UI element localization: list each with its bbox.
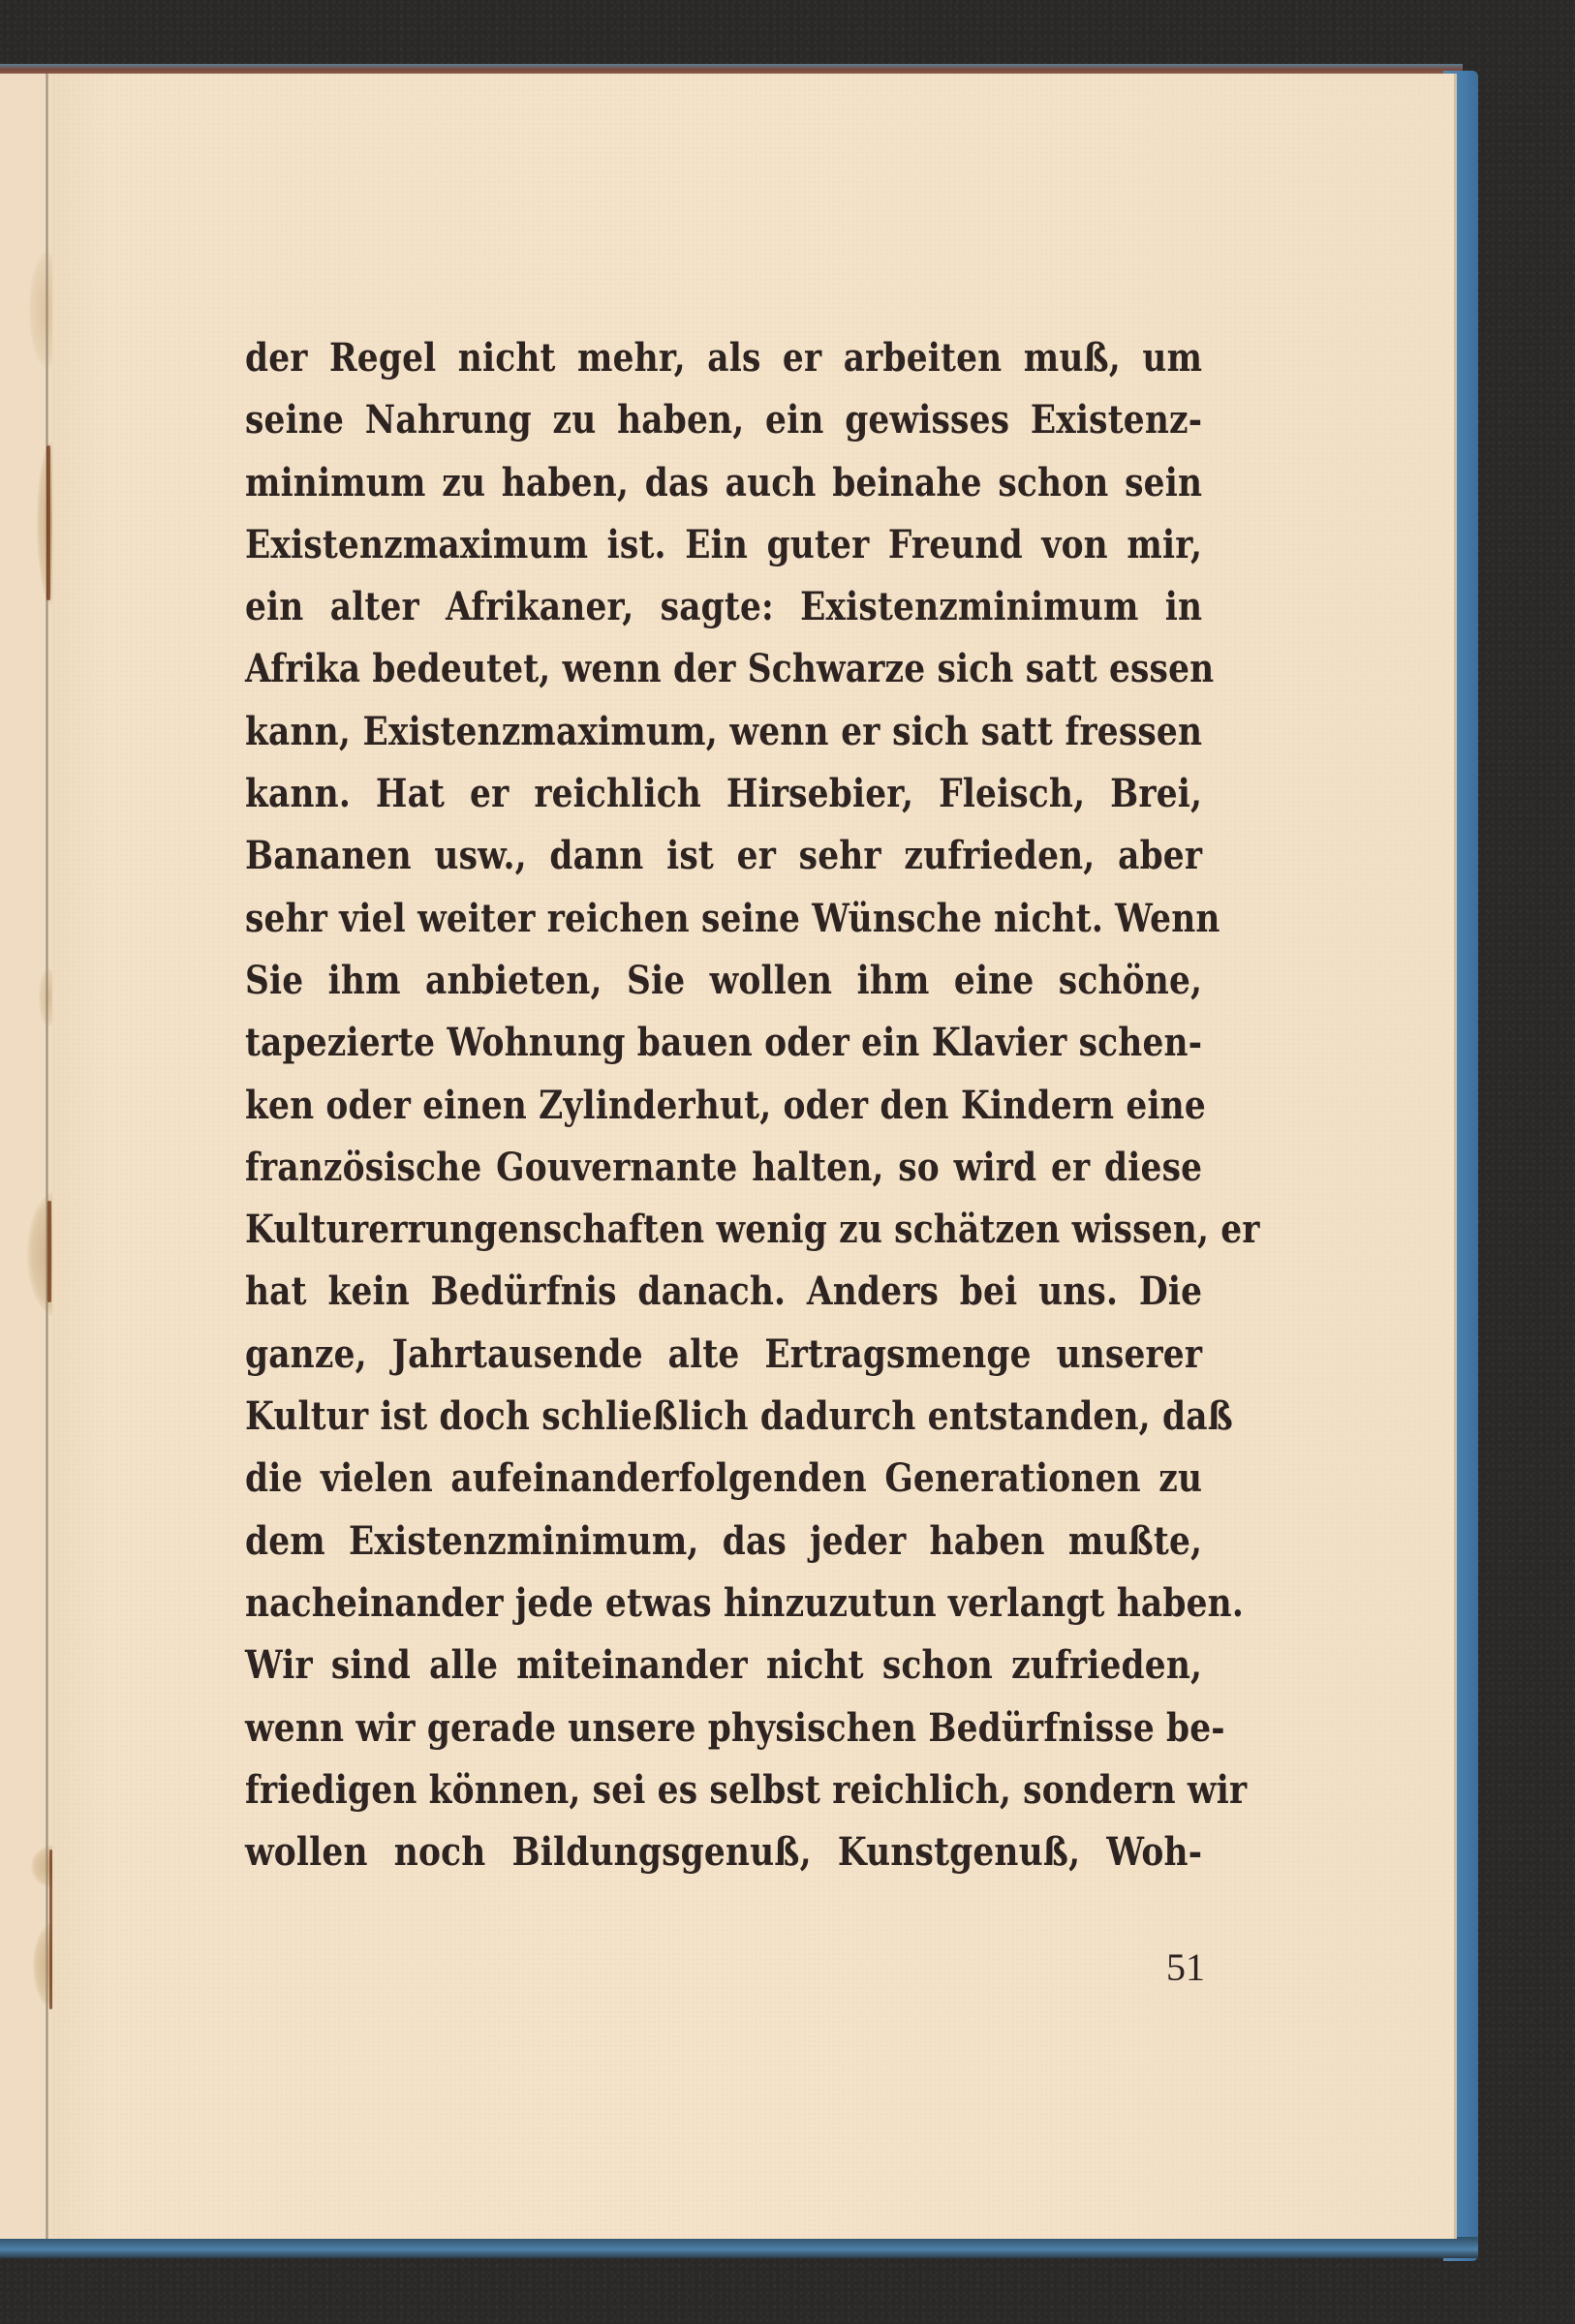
text-line: sehr viel weiter reichen seine Wünsche nicht. Wenn xyxy=(245,895,1220,941)
text-line: kann, Existenzmaximum, wenn er sich satt fressen xyxy=(245,708,1203,754)
text-line: wenn wir gerade unsere physischen Bedürfnisse be- xyxy=(245,1704,1225,1751)
text-line: ken oder einen Zylinderhut, oder den Kindern eine xyxy=(245,1082,1206,1128)
text-line: Sie ihm anbieten, Sie wollen ihm eine schöne, xyxy=(245,957,1203,1003)
book-cover-top-edge xyxy=(0,64,1463,74)
binding-stain xyxy=(47,1201,51,1302)
text-line: Wir sind alle miteinander nicht schon zufrieden, xyxy=(245,1642,1203,1689)
text-line: dem Existenzminimum, das jeder haben mußte, xyxy=(245,1517,1203,1564)
text-line: nacheinander jede etwas hinzuzutun verlangt haben. xyxy=(245,1579,1245,1626)
left-facing-page-edge xyxy=(0,74,52,2239)
text-line: französische Gouvernante halten, so wird er diese xyxy=(245,1144,1203,1190)
text-line: der Regel nicht mehr, als er arbeiten muß, um xyxy=(245,335,1203,381)
body-text xyxy=(245,327,1260,1883)
text-line: ein alter Afrikaner, sagte: Existenzminimum in xyxy=(245,584,1203,630)
text-line: Afrika bedeutet, wenn der Schwarze sich satt essen xyxy=(245,646,1215,692)
text-line: friedigen können, sei es selbst reichlich, sondern wir xyxy=(245,1766,1248,1813)
book-cover-bottom-edge xyxy=(0,2237,1478,2258)
text-line: tapezierte Wohnung bauen oder ein Klavier schen- xyxy=(245,1020,1203,1066)
text-line: wollen noch Bildungsgenuß, Kunstgenuß, Woh- xyxy=(245,1829,1203,1876)
binding-gutter xyxy=(46,74,48,2239)
binding-stain xyxy=(46,445,50,600)
text-line: seine Nahrung zu haben, ein gewisses Existenz- xyxy=(245,397,1203,443)
text-line: Existenzmaximum ist. Ein guter Freund von mir, xyxy=(245,521,1203,567)
page-number: 51 xyxy=(1166,1945,1205,1989)
text-line: hat kein Bedürfnis danach. Anders bei uns. Die xyxy=(245,1269,1203,1315)
text-line: Kultur ist doch schließlich dadurch entstanden, daß xyxy=(245,1393,1233,1440)
text-line: die vielen aufeinanderfolgenden Generationen zu xyxy=(245,1455,1203,1502)
text-line: minimum zu haben, das auch beinahe schon sein xyxy=(245,459,1203,505)
text-line: Bananen usw., dann ist er sehr zufrieden, aber xyxy=(245,833,1203,879)
text-line: kann. Hat er reichlich Hirsebier, Fleisch, Brei, xyxy=(245,771,1203,817)
book-page xyxy=(52,74,1457,2239)
text-line: ganze, Jahrtausende alte Ertragsmenge unserer xyxy=(245,1330,1203,1377)
text-line: Kulturerrungenschaften wenig zu schätzen wissen, er xyxy=(245,1207,1260,1253)
